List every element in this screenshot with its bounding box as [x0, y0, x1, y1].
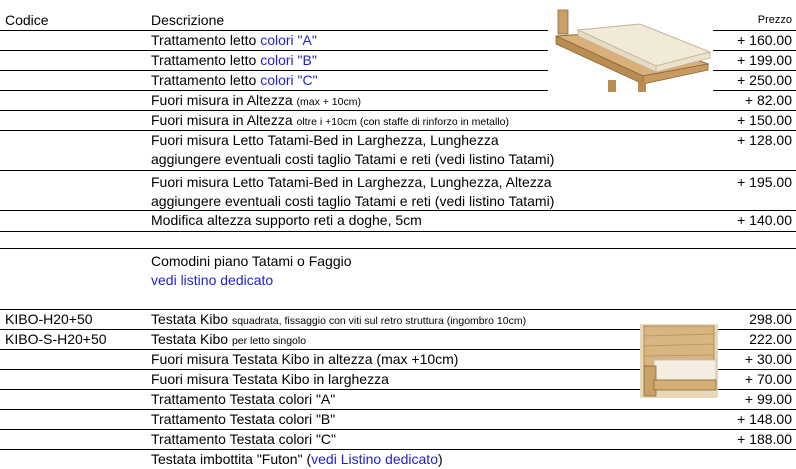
- table-row: [0, 450, 796, 469]
- row-price: 222.00: [749, 331, 792, 347]
- row-price: + 99.00: [744, 391, 792, 407]
- kibo-headboard-photo: [640, 324, 718, 398]
- row-price: + 160.00: [737, 32, 792, 48]
- table-row: [0, 111, 796, 131]
- colori-a-link[interactable]: colori "A": [260, 32, 317, 48]
- row-description: Trattamento letto colori "B": [151, 52, 317, 68]
- row-price: + 199.00: [737, 52, 792, 68]
- row-price: + 148.00: [737, 411, 792, 427]
- row-description: Fuori misura Testata Kibo in larghezza: [151, 371, 389, 387]
- row-description: Fuori misura Testata Kibo in altezza (max +10cm): [151, 351, 459, 367]
- row-description: Trattamento letto colori "C": [151, 72, 318, 88]
- table-row: [0, 131, 796, 171]
- table-row: [0, 249, 796, 310]
- row-code: KIBO-S-H20+50: [5, 331, 107, 347]
- row-price: + 140.00: [737, 212, 792, 228]
- row-description: Trattamento Testata colori "B": [151, 411, 336, 427]
- row-price: + 128.00: [737, 132, 792, 148]
- header-price: Prezzo: [757, 14, 792, 26]
- row-code: KIBO-H20+50: [5, 311, 93, 327]
- header-code: Codice: [5, 12, 49, 28]
- row-price: + 70.00: [744, 371, 792, 387]
- row-description-line1: Fuori misura Letto Tatami-Bed in Larghezza, Lunghezza: [151, 132, 499, 148]
- listino-dedicato-link[interactable]: vedi listino dedicato: [151, 272, 274, 288]
- empty-row: [0, 232, 796, 249]
- tatami-bed-photo: [548, 6, 713, 94]
- row-description-line1: Fuori misura Letto Tatami-Bed in Larghezza, Lunghezza, Altezza: [151, 174, 552, 190]
- colori-b-link[interactable]: colori "B": [260, 52, 317, 68]
- row-description: Testata Kibo squadrata, fissaggio con viti sul retro struttura (ingombro 10cm): [151, 311, 527, 327]
- row-price: + 82.00: [744, 92, 792, 108]
- row-price: + 250.00: [737, 72, 792, 88]
- row-price: 298.00: [749, 311, 792, 327]
- row-description-line1: Comodini piano Tatami o Faggio: [151, 253, 352, 269]
- table-row: [0, 430, 796, 450]
- table-row: [0, 171, 796, 211]
- row-description-line2: aggiungere eventuali costi taglio Tatami e reti (vedi listino Tatami): [151, 151, 555, 167]
- row-price: + 30.00: [744, 351, 792, 367]
- row-price: + 188.00: [737, 431, 792, 447]
- row-description: Testata imbottita "Futon" (vedi Listino dedicato): [151, 451, 443, 467]
- row-price: + 195.00: [737, 174, 792, 190]
- row-description-line2: aggiungere eventuali costi taglio Tatami e reti (vedi listino Tatami): [151, 193, 555, 209]
- table-row: [0, 91, 796, 111]
- row-price: + 150.00: [737, 112, 792, 128]
- table-row: [0, 211, 796, 232]
- row-description: Trattamento Testata colori "C": [151, 431, 337, 447]
- colori-c-link[interactable]: colori "C": [260, 72, 318, 88]
- header-description: Descrizione: [151, 12, 225, 28]
- listino-futon-link[interactable]: vedi Listino dedicato: [311, 451, 438, 467]
- row-description: Fuori misura in Altezza oltre i +10cm (con staffe di rinforzo in metallo): [151, 112, 510, 128]
- row-description: Trattamento letto colori "A": [151, 32, 317, 48]
- row-description: Testata Kibo per letto singolo: [151, 331, 307, 347]
- table-row: [0, 410, 796, 430]
- row-description: Trattamento Testata colori "A": [151, 391, 336, 407]
- row-description: Modifica altezza supporto reti a doghe, 5cm: [151, 212, 422, 228]
- row-description: Fuori misura in Altezza (max + 10cm): [151, 92, 361, 108]
